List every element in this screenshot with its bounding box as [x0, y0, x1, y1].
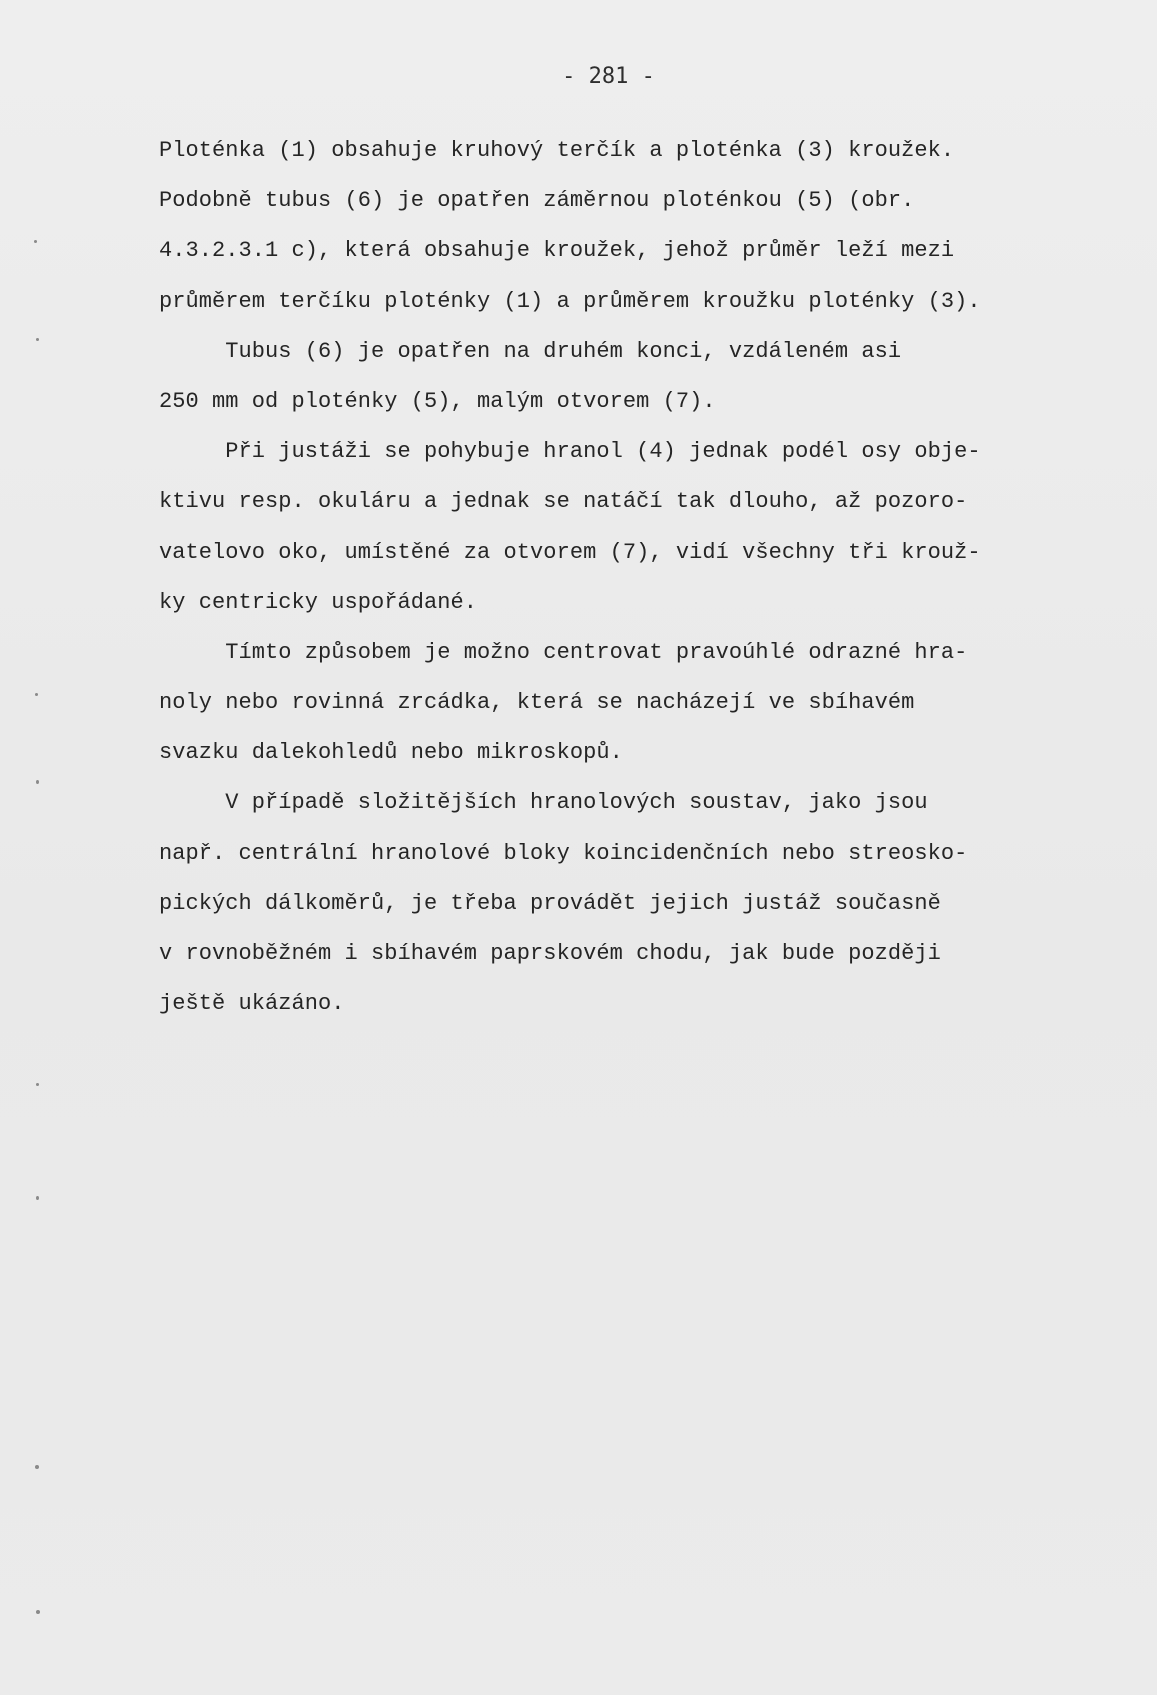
text-line: ktivu resp. okuláru a jednak se natáčí tak dlouho, až pozoro-: [159, 489, 968, 515]
text-line: noly nebo rovinná zrcádka, která se nacházejí ve sbíhavém: [159, 690, 915, 716]
text-line: průměrem terčíku ploténky (1) a průměrem kroužku ploténky (3).: [159, 288, 981, 314]
text-line: vatelovo oko, umístěné za otvorem (7), vidí všechny tři krouž-: [159, 539, 981, 565]
text-line: Tímto způsobem je možno centrovat pravoúhlé odrazné hra-: [159, 639, 968, 665]
text-line: V případě složitějších hranolových soustav, jako jsou: [159, 790, 928, 816]
margin-mark: [36, 1196, 39, 1200]
text-line: např. centrální hranolové bloky koincidenčních nebo streosko-: [159, 840, 968, 866]
text-line: svazku dalekohledů nebo mikroskopů.: [159, 740, 623, 766]
text-line: Tubus (6) je opatřen na druhém konci, vzdáleném asi: [159, 338, 902, 364]
text-line: Při justáži se pohybuje hranol (4) jednak podél osy obje-: [159, 439, 981, 465]
margin-mark: [35, 693, 38, 696]
margin-mark: [34, 240, 37, 243]
text-line: ky centricky uspořádané.: [159, 589, 478, 615]
text-line: pických dálkoměrů, je třeba provádět jejich justáž současně: [159, 890, 941, 916]
text-line: 250 mm od ploténky (5), malým otvorem (7).: [159, 388, 716, 414]
text-line: v rovnoběžném i sbíhavém paprskovém chodu, jak bude později: [159, 941, 941, 966]
body-text: [159, 138, 1119, 1041]
text-line: Ploténka (1) obsahuje kruhový terčík a ploténka (3) kroužek.: [159, 138, 955, 163]
margin-mark: [36, 1610, 40, 1614]
margin-mark: [36, 780, 39, 784]
margin-mark: [36, 338, 39, 341]
text-line: 4.3.2.3.1 c), která obsahuje kroužek, jehož průměr leží mezi: [159, 238, 955, 264]
text-line: ještě ukázáno.: [159, 991, 345, 1017]
margin-mark: [35, 1465, 39, 1469]
page-number: - 281 -: [562, 64, 655, 89]
margin-mark: [36, 1083, 39, 1086]
text-line: Podobně tubus (6) je opatřen záměrnou ploténkou (5) (obr.: [159, 188, 915, 214]
